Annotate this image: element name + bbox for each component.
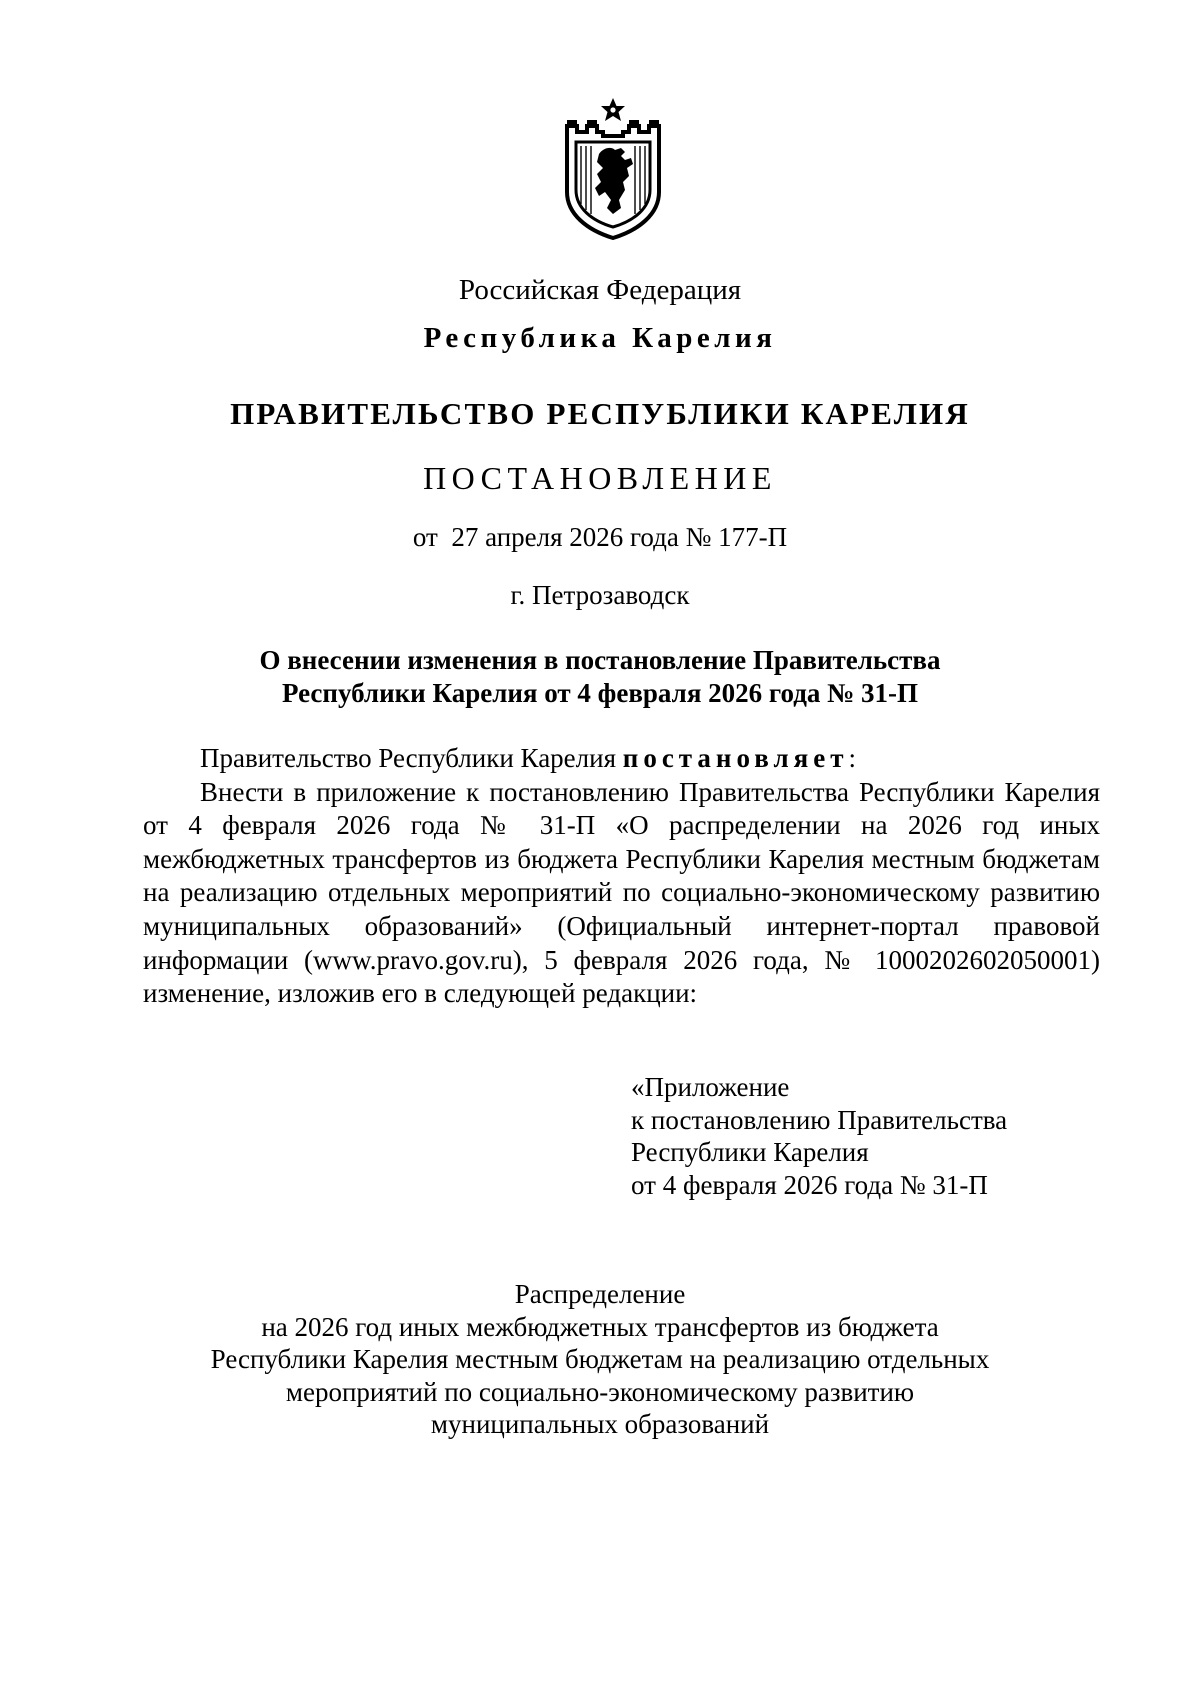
distribution-line: на 2026 год иных межбюджетных трансфертов из бюджета [261, 1311, 939, 1342]
distribution-line: мероприятий по социально-экономическому развитию [285, 1376, 915, 1407]
distribution-line: муниципальных образований [430, 1409, 770, 1439]
document-body [143, 742, 1100, 1011]
distribution-title [0, 1278, 1200, 1441]
coat-of-arms-of-karelia-icon [559, 96, 667, 240]
resolution-colon: : [848, 743, 857, 773]
resolution-intro [143, 742, 1100, 776]
document-type: ПОСТАНОВЛЕНИЕ [423, 460, 777, 496]
appendix-line: к постановлению Правительства [631, 1104, 1008, 1135]
title-line: Республики Карелия от 4 февраля 2026 года № 31-П [281, 678, 919, 708]
appendix-line: от 4 февраля 2026 года № 31-П [631, 1169, 988, 1200]
document-date-number: от 27 апреля 2026 года № 177-П [412, 522, 788, 552]
resolution-paragraph: Внести в приложение к постановлению Правительства Республики Карелия от 4 февраля 2026 года № 31-П «О распределении на 2026 год иных межбюджетных трансфертов из бюджета Республики Карелия местным бюджетам на реализацию отдельных мероприятий по социально-экономическому развитию муниципальных образований» (Официальный интернет-портал правовой информации (www.pravo.gov.ru), 5 февраля 2026 года, № 1000202602050001) изменение, изложив его в следующей редакции: [143, 776, 1100, 1009]
government-name: ПРАВИТЕЛЬСТВО РЕСПУБЛИКИ КАРЕЛИЯ [230, 396, 970, 431]
title-line: О внесении изменения в постановление Правительства [259, 645, 941, 675]
republic-name: Республика Карелия [423, 322, 777, 354]
document-city: г. Петрозаводск [510, 580, 690, 610]
distribution-line: Республики Карелия местным бюджетам на реализацию отдельных [210, 1344, 990, 1374]
resolution-subject: Правительство Республики Карелия [200, 743, 623, 773]
distribution-line: Распределение [514, 1279, 686, 1309]
resolution-verb: постановляет [622, 743, 849, 773]
appendix-heading [631, 1071, 1101, 1201]
document-title [0, 644, 1200, 710]
country-name: Российская Федерация [458, 274, 742, 306]
appendix-line: Республики Карелия [631, 1137, 869, 1167]
appendix-line: «Приложение [631, 1072, 790, 1102]
